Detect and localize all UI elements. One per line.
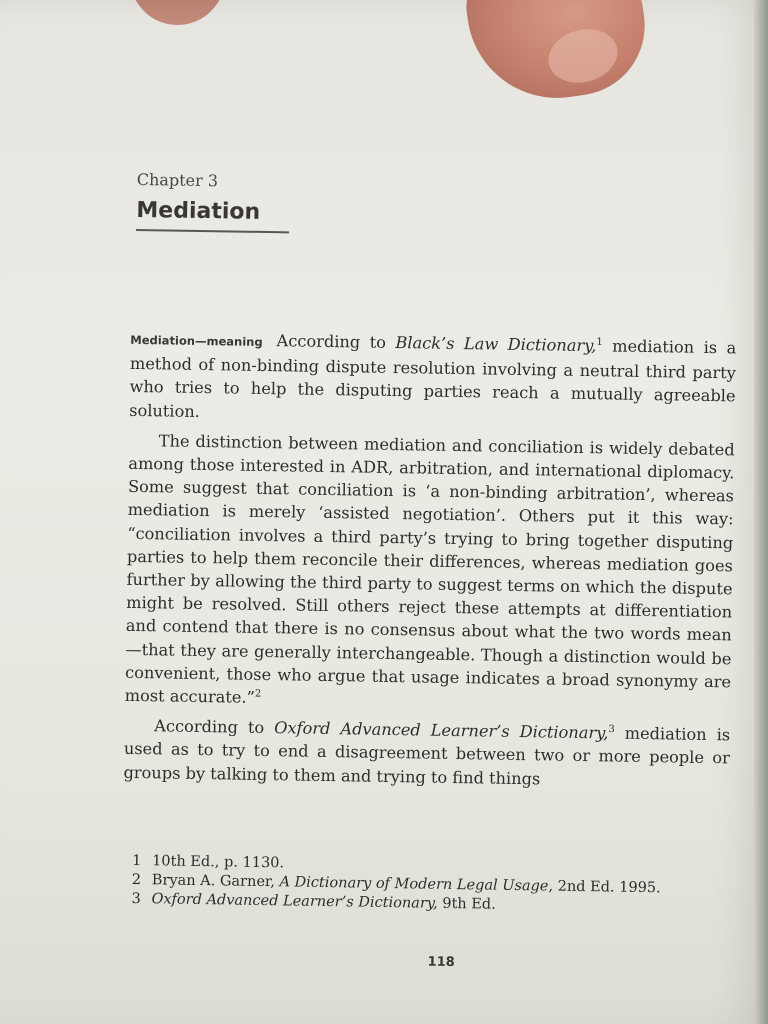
chapter-label: Chapter 3 — [136, 169, 219, 191]
title-underline — [136, 229, 289, 233]
body-text — [123, 327, 736, 800]
footnotes — [131, 852, 732, 918]
footnote-work-title: Oxford Advanced Learner’s Dictionary, — [151, 891, 438, 912]
footnote-author: Bryan A. Garner, — [151, 872, 280, 891]
paragraph-1 — [129, 327, 736, 431]
footnote-ref-3: 3 — [608, 724, 615, 736]
side-heading: Mediation—meaning — [130, 332, 263, 349]
footnote-text: 10th Ed., p. 1130. — [152, 853, 285, 872]
source-title: Oxford Advanced Learner’s Dictionary, — [274, 718, 609, 743]
footnote-ref-1: 1 — [596, 336, 603, 348]
footnote-edition: , 2nd Ed. 1995. — [548, 878, 661, 897]
paragraph-2 — [125, 429, 735, 717]
footnote-ref-2: 2 — [254, 688, 262, 700]
paragraph-1-lead: According to — [276, 331, 396, 353]
paragraph-3-text: mediation is used as to try to end a disagreement between two or more people or groups by talking to them and trying to find things — [123, 723, 731, 789]
page-number: 118 — [427, 954, 455, 971]
footnote-number: 2 — [131, 871, 142, 889]
footnote-work-title: A Dictionary of Modern Legal Usage — [279, 874, 549, 895]
paragraph-1-text: mediation is a method of non-binding dispute resolution involving a neutral third party who tries to help the disputing parties reach a mutually agreeable solution. — [129, 336, 737, 421]
paragraph-2-text: The distinction between mediation and conciliation is widely debated among those interested in ADR, arbitration, and international diplomacy. Some suggest that conciliation is ‘a non-binding arbitration’, whereas mediation is merely ‘assisted negotiation’. Others put it this way: “conciliation involves a third party’s trying to bring together disputing parties to help them reconcile their differences, whereas mediation goes further by allowing the third party to suggest terms on which the dispute might be resolved. Still others reject these attempts at differentiation and contend that there is no consensus about what the two words mean—that they are generally interchangeable. Though a distinction would be convenient, those who argue that usage indicates a broad synonymy are most accurate.” — [124, 431, 735, 707]
paragraph-3 — [123, 714, 730, 793]
paragraph-3-lead: According to — [154, 716, 275, 738]
source-title: Black’s Law Dictionary, — [395, 333, 597, 356]
chapter-title: Mediation — [136, 197, 261, 225]
footnote-text — [151, 890, 496, 914]
footnote-number: 1 — [132, 852, 142, 870]
footnote-edition: 9th Ed. — [437, 895, 496, 913]
footnote-number: 3 — [131, 890, 141, 908]
